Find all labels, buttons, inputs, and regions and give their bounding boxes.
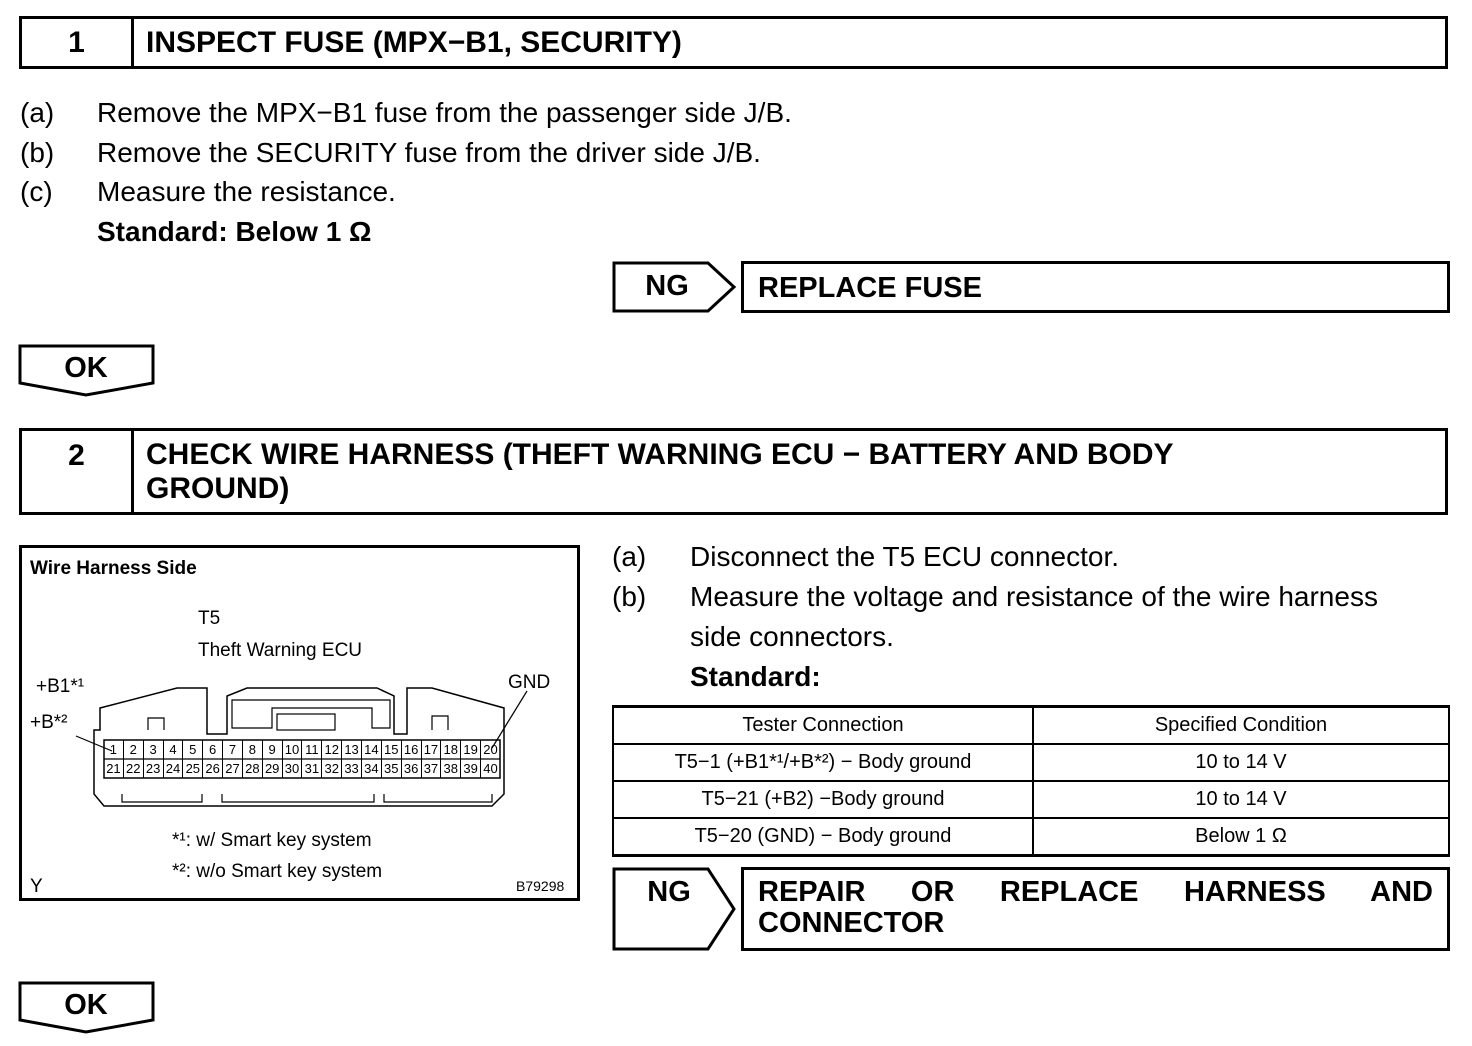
ng-action-box (741, 867, 1450, 951)
connector-pin: 26 (202, 759, 222, 778)
spec-table (612, 705, 1450, 857)
pin-label-gnd: GND (508, 672, 551, 693)
connector-pin: 15 (381, 740, 401, 759)
step-title-line: GROUND) (146, 471, 290, 505)
ok-label: OK (64, 989, 108, 1021)
step-title (134, 431, 1445, 512)
table-header: Specified Condition (1033, 707, 1449, 745)
footnote-1: *¹: w/ Smart key system (172, 830, 372, 851)
connector-pin: 33 (341, 759, 361, 778)
connector-pin: 37 (421, 759, 441, 778)
table-cell: T5−1 (+B1*¹/+B*²) − Body ground (613, 744, 1033, 781)
pin-row-top (104, 740, 500, 759)
ng-label: NG (647, 876, 691, 908)
table-header-row (613, 707, 1449, 745)
instruction-text: Remove the SECURITY fuse from the driver side J/B. (97, 137, 761, 168)
footnote-2: *²: w/o Smart key system (172, 861, 383, 882)
standard-text: Standard: Below 1 Ω (97, 216, 372, 247)
table-cell: Below 1 Ω (1033, 818, 1449, 856)
connector-pin: 16 (401, 740, 421, 759)
connector-pin: 20 (480, 740, 500, 759)
table-row (613, 781, 1449, 818)
connector-pin: 31 (301, 759, 321, 778)
connector-pin: 6 (202, 740, 222, 759)
connector-pin: 18 (440, 740, 460, 759)
table-cell: T5−20 (GND) − Body ground (613, 818, 1033, 856)
instruction-label: (a) (612, 541, 647, 572)
connector-id: T5 (198, 608, 221, 629)
connector-pin: 10 (282, 740, 302, 759)
figure-id: B79298 (516, 878, 565, 894)
instruction-text: Disconnect the T5 ECU connector. (690, 541, 1120, 572)
instruction-label: (a) (20, 97, 55, 128)
step-title-line: CHECK WIRE HARNESS (THEFT WARNING ECU − BATTERY AND BODY (146, 437, 1174, 471)
ng-label: NG (645, 270, 689, 302)
connector-pin: 25 (182, 759, 202, 778)
connector-pin: 27 (222, 759, 242, 778)
ng-action-text: REPLACE FUSE (758, 272, 982, 304)
wire-harness-diagram (19, 545, 580, 901)
table-cell: 10 to 14 V (1033, 744, 1449, 781)
pin-label-b: +B*² (30, 712, 68, 733)
connector-pin: 21 (106, 761, 121, 776)
connector-pin: 28 (242, 759, 262, 778)
connector-pin: 39 (460, 759, 480, 778)
connector-pin: 19 (460, 740, 480, 759)
connector-pin: 32 (321, 759, 341, 778)
connector-pin: 40 (480, 759, 500, 778)
connector-pin: 30 (282, 759, 302, 778)
connector-name: Theft Warning ECU (198, 640, 363, 661)
connector-pin: 13 (341, 740, 361, 759)
step-1-header (19, 16, 1448, 69)
table-row (613, 744, 1449, 781)
connector-pin: 38 (440, 759, 460, 778)
table-cell: 10 to 14 V (1033, 781, 1449, 818)
connector-pin: 29 (262, 759, 282, 778)
instruction-label: (b) (612, 581, 647, 612)
connector-pin: 34 (361, 759, 381, 778)
instruction-text-cont: side connectors. (690, 621, 894, 652)
step-number: 1 (22, 19, 134, 66)
instruction-text: Remove the MPX−B1 fuse from the passenger side J/B. (97, 97, 792, 128)
connector-pin: 7 (222, 740, 242, 759)
connector-pin: 5 (182, 740, 202, 759)
instruction-label: (c) (20, 176, 53, 207)
diagram-title: Wire Harness Side (30, 558, 197, 579)
connector-pin: 4 (163, 740, 183, 759)
connector-pin: 12 (321, 740, 341, 759)
table-row (613, 818, 1449, 856)
ng-action-text: REPAIR OR REPLACE HARNESS AND (758, 876, 1433, 908)
instruction-text: Measure the voltage and resistance of the wire harness (690, 581, 1378, 612)
step-title: INSPECT FUSE (MPX−B1, SECURITY) (146, 25, 682, 59)
standard-text: Standard: (690, 661, 821, 692)
connector-pin: 36 (401, 759, 421, 778)
connector-pin: 1 (109, 742, 118, 757)
connector-pin: 11 (301, 740, 321, 759)
connector-pin: 24 (163, 759, 183, 778)
step-number: 2 (22, 431, 134, 512)
connector-pin: 35 (381, 759, 401, 778)
ng-action-text: CONNECTOR (758, 907, 945, 939)
connector-pin: 3 (143, 740, 163, 759)
connector-pin: 23 (143, 759, 163, 778)
pin-row-bottom (104, 759, 500, 778)
table-cell: T5−21 (+B2) −Body ground (613, 781, 1033, 818)
pin-label-b1: +B1*¹ (36, 676, 85, 697)
connector-pin: 17 (421, 740, 441, 759)
connector-pin: 2 (123, 740, 143, 759)
ng-action-box (741, 261, 1450, 313)
corner-code: Y (30, 876, 43, 897)
connector-pin: 22 (123, 759, 143, 778)
connector-pin: 14 (361, 740, 381, 759)
instruction-label: (b) (20, 137, 55, 168)
instruction-text: Measure the resistance. (97, 176, 396, 207)
connector-pin: 9 (262, 740, 282, 759)
step-2-header (19, 428, 1448, 515)
ok-label: OK (64, 352, 108, 384)
connector-pin: 8 (242, 740, 262, 759)
table-header: Tester Connection (613, 707, 1033, 745)
